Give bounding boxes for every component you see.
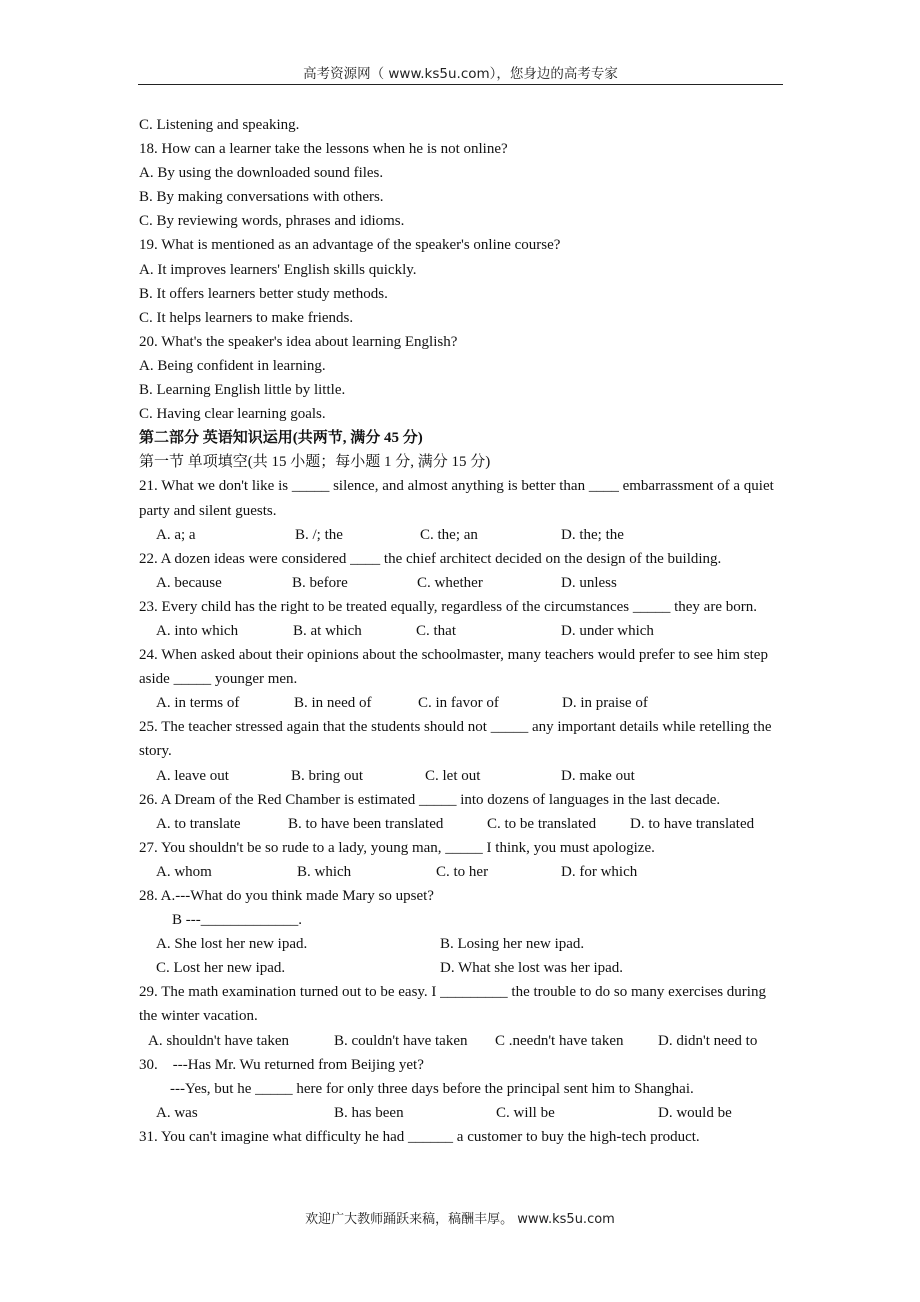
q26-option-d: D. to have translated xyxy=(630,815,755,832)
q20-option-b: B. Learning English little by little. xyxy=(139,382,346,399)
page-footer: 欢迎广大教师踊跃来稿，稿酬丰厚。 www.ks5u.com xyxy=(305,1212,615,1227)
q26-option-b: B. to have been translated xyxy=(288,815,444,832)
q30-options xyxy=(139,1101,784,1125)
q18-option-c: C. By reviewing words, phrases and idioms. xyxy=(139,213,405,230)
part-two-heading: 第二部分 英语知识运用(共两节, 满分 45 分) xyxy=(139,430,423,447)
q26-options xyxy=(139,812,784,836)
q22-option-c: C. whether xyxy=(417,574,483,591)
q23-option-d: D. under which xyxy=(561,622,654,639)
q20-option-a: A. Being confident in learning. xyxy=(139,357,326,374)
q30-option-d: D. would be xyxy=(658,1104,732,1121)
q25-option-c: C. let out xyxy=(425,767,481,784)
q28-response: B ---_____________. xyxy=(172,912,302,929)
q22-stem: 22. A dozen ideas were considered ____ the chief architect decided on the design of the building. xyxy=(139,550,722,567)
q26-option-c: C. to be translated xyxy=(487,815,597,832)
exam-content xyxy=(139,113,784,1149)
q29-options xyxy=(139,1029,784,1053)
q24-stem: 24. When asked about their opinions about the schoolmaster, many teachers would prefer to see him step aside _____ younger men. xyxy=(139,647,768,688)
q27-option-c: C. to her xyxy=(436,863,489,880)
q28-option-c: C. Lost her new ipad. xyxy=(156,960,286,977)
q20-option-c: C. Having clear learning goals. xyxy=(139,406,326,423)
q28-option-b: B. Losing her new ipad. xyxy=(440,936,585,953)
q21-option-a: A. a; a xyxy=(156,526,196,543)
q20-stem: 20. What's the speaker's idea about learning English? xyxy=(139,333,458,350)
q28-options-row2 xyxy=(139,956,784,980)
q28-stem: 28. A.---What do you think made Mary so upset? xyxy=(139,888,434,904)
q24-option-a: A. in terms of xyxy=(156,695,240,712)
q21-options xyxy=(139,523,784,547)
section-one-heading: 第一节 单项填空(共 15 小题；每小题 1 分, 满分 15 分) xyxy=(139,454,491,471)
q24-option-d: D. in praise of xyxy=(562,695,648,712)
q30-option-c: C. will be xyxy=(496,1104,555,1121)
q25-option-d: D. make out xyxy=(561,767,635,784)
q22-options xyxy=(139,571,784,595)
q27-option-b: B. which xyxy=(297,863,352,880)
q30-response: ---Yes, but he _____ here for only three days before the principal sent him to Shanghai. xyxy=(170,1080,694,1097)
q18-stem: 18. How can a learner take the lessons when he is not online? xyxy=(139,141,508,158)
q25-options xyxy=(139,764,784,788)
q30-option-b: B. has been xyxy=(334,1104,404,1121)
q25-stem: 25. The teacher stressed again that the students should not _____ any important details while retelling the story. xyxy=(139,719,772,760)
q19-option-a: A. It improves learners' English skills quickly. xyxy=(139,261,417,278)
q22-option-d: D. unless xyxy=(561,574,617,591)
q23-option-b: B. at which xyxy=(293,622,362,639)
q23-stem: 23. Every child has the right to be treated equally, regardless of the circumstances _____ they are born. xyxy=(139,598,757,615)
q18-option-b: B. By making conversations with others. xyxy=(139,189,384,206)
q24-options xyxy=(139,691,784,715)
q21-stem: 21. What we don't like is _____ silence, and almost anything is better than ____ embarrassment of a quiet party and silent guests. xyxy=(139,478,774,519)
q27-options xyxy=(139,860,784,884)
q27-stem: 27. You shouldn't be so rude to a lady, young man, _____ I think, you must apologize. xyxy=(139,839,655,856)
q19-option-c: C. It helps learners to make friends. xyxy=(139,309,354,326)
q18-option-a: A. By using the downloaded sound files. xyxy=(139,165,384,182)
q26-stem: 26. A Dream of the Red Chamber is estimated _____ into dozens of languages in the last decade. xyxy=(139,791,721,808)
q23-option-a: A. into which xyxy=(156,622,239,639)
q23-options xyxy=(139,619,784,643)
q25-option-b: B. bring out xyxy=(291,767,364,784)
q28-option-a: A. She lost her new ipad. xyxy=(156,936,308,953)
q27-option-d: D. for which xyxy=(561,863,638,880)
q31-stem: 31. You can't imagine what difficulty he had ______ a customer to buy the high-tech product. xyxy=(139,1128,700,1145)
q30-stem: 30. ---Has Mr. Wu returned from Beijing yet? xyxy=(139,1056,424,1073)
page-header: 高考资源网（ www.ks5u.com），您身边的高考专家 xyxy=(303,66,618,82)
q26-option-a: A. to translate xyxy=(156,815,241,832)
q29-option-a: A. shouldn't have taken xyxy=(148,1032,290,1049)
q23-option-c: C. that xyxy=(416,622,456,639)
header-divider xyxy=(138,84,783,85)
q25-option-a: A. leave out xyxy=(156,767,229,784)
q21-option-b: B. /; the xyxy=(295,526,343,543)
q29-option-c: C .needn't have taken xyxy=(495,1032,624,1049)
q28-option-d: D. What she lost was her ipad. xyxy=(440,960,624,977)
q19-option-b: B. It offers learners better study methods. xyxy=(139,285,388,302)
q24-option-c: C. in favor of xyxy=(418,695,499,712)
q21-option-d: D. the; the xyxy=(561,526,624,543)
q22-option-b: B. before xyxy=(292,574,348,591)
q19-stem: 19. What is mentioned as an advantage of the speaker's online course? xyxy=(139,237,561,254)
q17-option-c: C. Listening and speaking. xyxy=(139,117,300,133)
q30-option-a: A. was xyxy=(156,1104,198,1121)
q24-option-b: B. in need of xyxy=(294,695,372,712)
q29-stem: 29. The math examination turned out to be easy. I _________ the trouble to do so many exercises during the winter vacation. xyxy=(139,984,766,1025)
q21-option-c: C. the; an xyxy=(420,526,478,543)
q22-option-a: A. because xyxy=(156,574,222,591)
q28-options-row1 xyxy=(139,932,784,956)
q29-option-d: D. didn't need to xyxy=(658,1032,758,1049)
q27-option-a: A. whom xyxy=(156,863,212,880)
q29-option-b: B. couldn't have taken xyxy=(334,1032,468,1049)
